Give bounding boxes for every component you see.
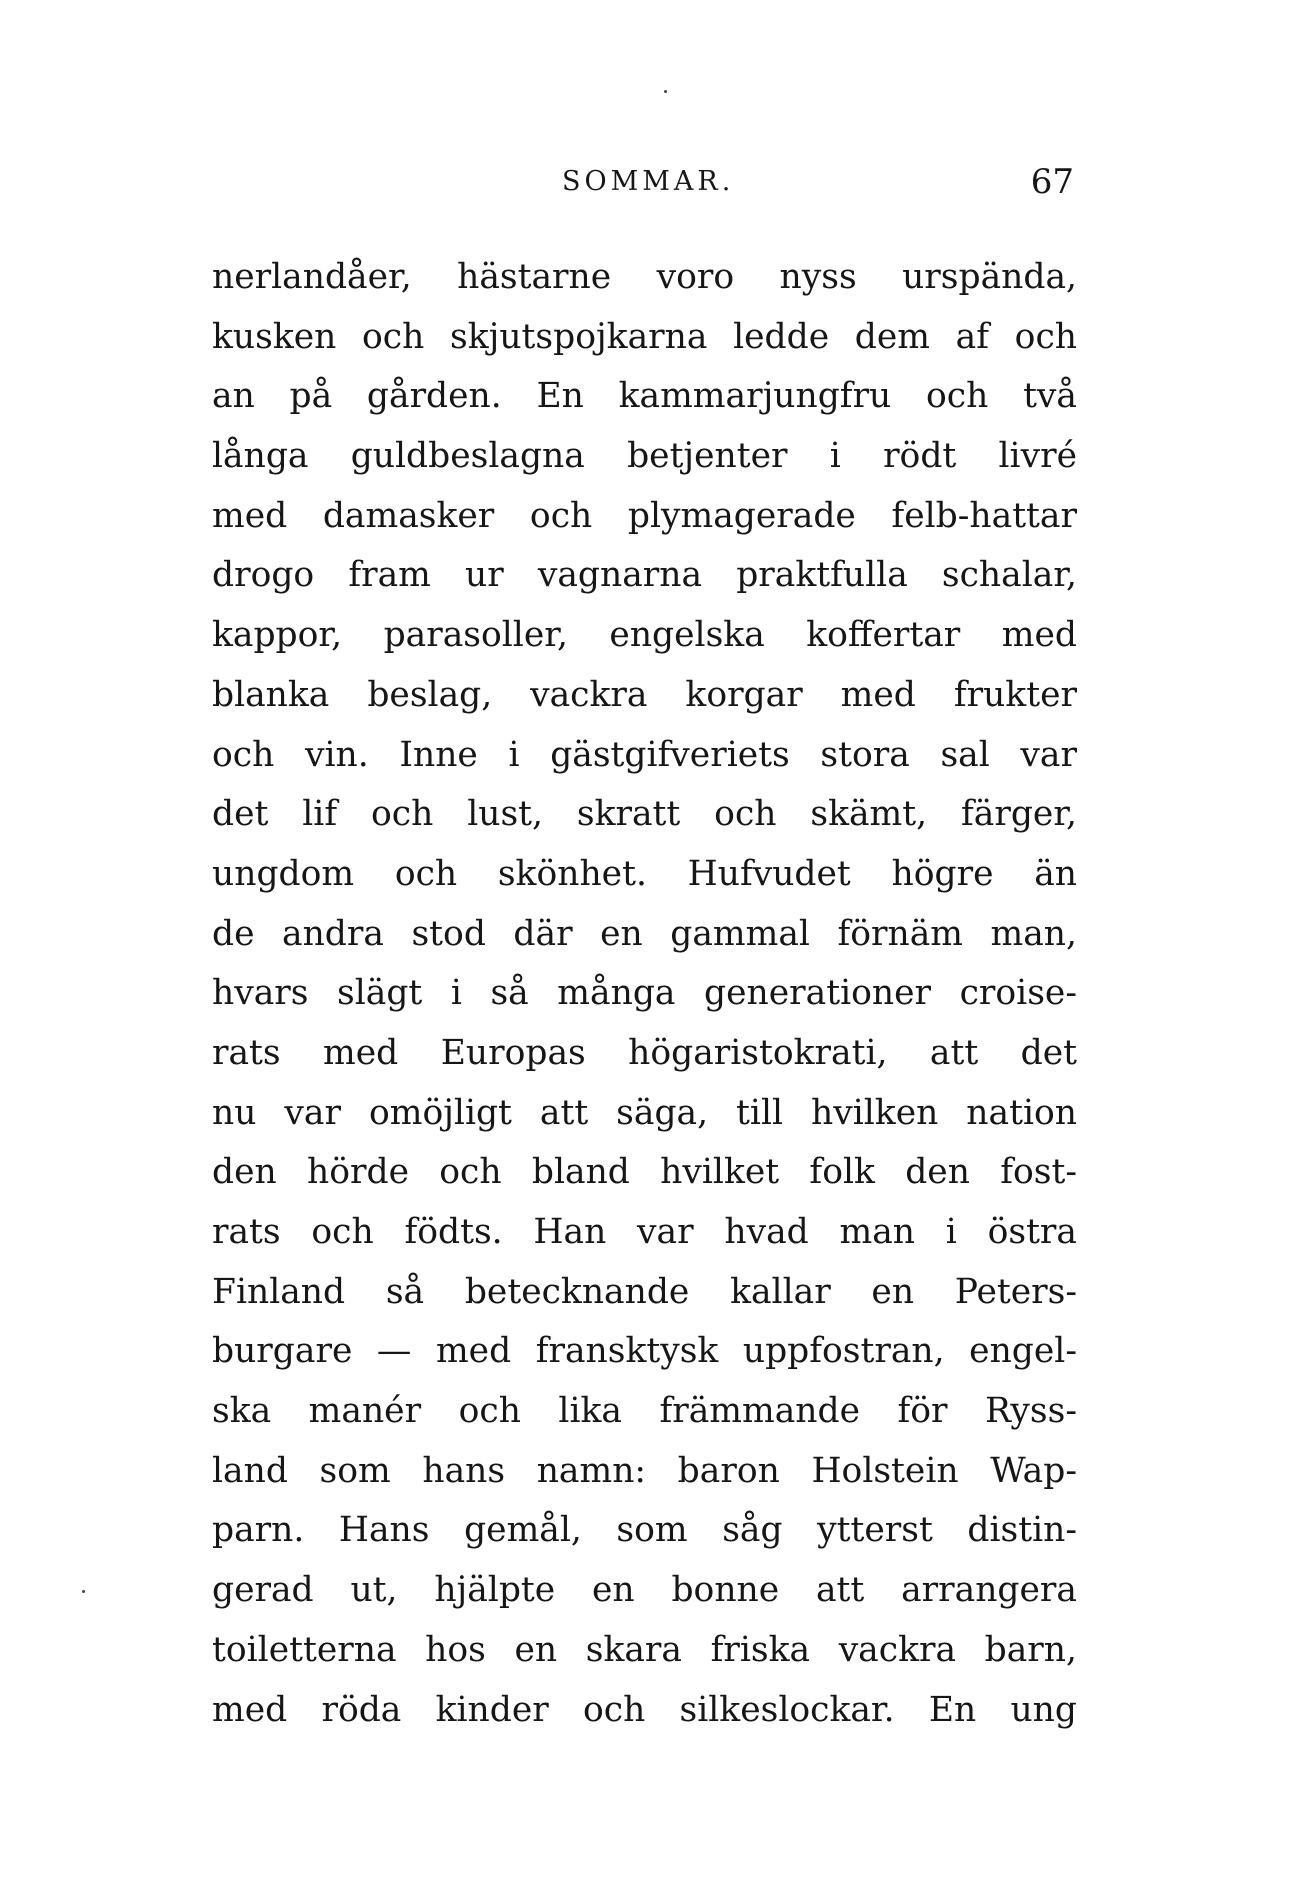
text-line: Finland så betecknande kallar en Peters- (212, 1271, 1077, 1312)
text-line: ungdom och skönhet. Hufvudet högre än (212, 853, 1077, 894)
text-line: långa guldbeslagna betjenter i rödt livré (212, 436, 1077, 477)
text-line: parn. Hans gemål, som såg ytterst distin- (212, 1510, 1077, 1551)
text-line: och vin. Inne i gästgifveriets stora sal var (212, 734, 1077, 775)
text-line: nerlandåer, hästarne voro nyss urspända, (212, 257, 1077, 297)
text-line: rats och födts. Han var hvad man i östra (212, 1212, 1077, 1252)
text-line: burgare — med fransktysk uppfostran, engel- (212, 1331, 1077, 1372)
text-line: an på gården. En kammarjungfru och två (212, 376, 1077, 417)
text-line: kappor, parasoller, engelska koffertar med (212, 615, 1077, 656)
text-line: den hörde och bland hvilket folk den fost- (212, 1152, 1077, 1193)
text-line: de andra stod där en gammal förnäm man, (212, 913, 1077, 954)
running-head (0, 160, 1300, 204)
text-line: toiletterna hos en skara friska vackra barn, (212, 1629, 1077, 1670)
text-line: nu var omöjligt att säga, till hvilken nation (212, 1092, 1077, 1133)
text-line: med röda kinder och silkeslockar. En ung (212, 1689, 1077, 1730)
text-line: det lif och lust, skratt och skämt, färger, (212, 794, 1077, 835)
page-number: 67 (1030, 162, 1074, 202)
running-title: SOMMAR. (562, 166, 735, 197)
text-line: med damasker och plymagerade felb-hattar (212, 495, 1077, 536)
text-line: drogo fram ur vagnarna praktfulla schalar, (212, 555, 1077, 596)
text-line: hvars slägt i så många generationer croise- (212, 973, 1077, 1014)
text-line: blanka beslag, vackra korgar med frukter (212, 674, 1077, 715)
text-line: rats med Europas högaristokrati, att det (212, 1032, 1077, 1073)
body-text (212, 248, 1077, 1740)
text-line: gerad ut, hjälpte en bonne att arrangera (212, 1570, 1077, 1611)
text-line: land som hans namn: baron Holstein Wap- (212, 1450, 1077, 1491)
text-line: ska manér och lika främmande för Ryss- (212, 1391, 1077, 1432)
text-line: kusken och skjutspojkarna ledde dem af och (212, 316, 1077, 357)
paper-speck (82, 1590, 85, 1593)
paper-speck (664, 90, 667, 93)
